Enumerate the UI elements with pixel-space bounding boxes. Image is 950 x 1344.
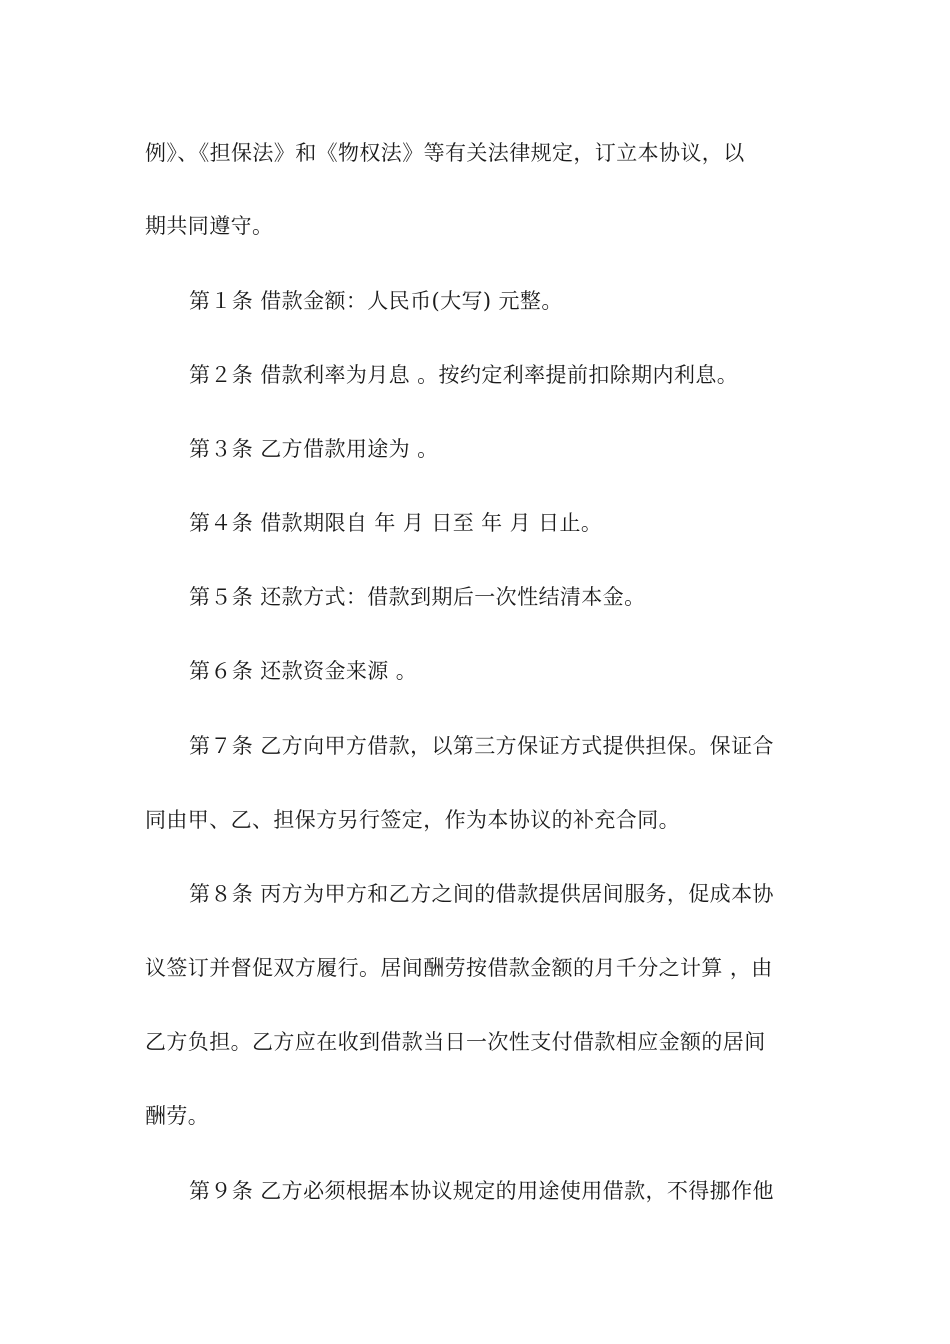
clause-7: 第７条 乙方向甲方借款，以第三方保证方式提供担保。保证合 — [189, 734, 774, 758]
clause-3: 第３条 乙方借款用途为 。 — [189, 437, 439, 461]
text-line: 例》、《担保法》和《物权法》等有关法律规定，订立本协议，以 — [145, 141, 745, 165]
text-line: 议签订并督促双方履行。居间酬劳按借款金额的月千分之计算 ，由 — [145, 956, 773, 980]
text-line: 乙方负担。乙方应在收到借款当日一次性支付借款相应金额的居间 — [145, 1030, 766, 1054]
text-line: 期共同遵守。 — [145, 214, 274, 238]
clause-5: 第５条 还款方式：借款到期后一次性结清本金。 — [189, 585, 646, 609]
clause-4: 第４条 借款期限自 年 月 日至 年 月 日止。 — [189, 511, 603, 535]
clause-1: 第１条 借款金额：人民币(大写) 元整。 — [189, 289, 563, 313]
clause-6: 第６条 还款资金来源 。 — [189, 659, 418, 683]
clause-9: 第９条 乙方必须根据本协议规定的用途使用借款，不得挪作他 — [189, 1179, 774, 1203]
text-line: 同由甲、乙、担保方另行签定，作为本协议的补充合同。 — [145, 808, 680, 832]
clause-8: 第８条 丙方为甲方和乙方之间的借款提供居间服务，促成本协 — [189, 882, 774, 906]
text-line: 酬劳。 — [145, 1104, 210, 1128]
clause-2: 第２条 借款利率为月息 。按约定利率提前扣除期内利息。 — [189, 363, 739, 387]
